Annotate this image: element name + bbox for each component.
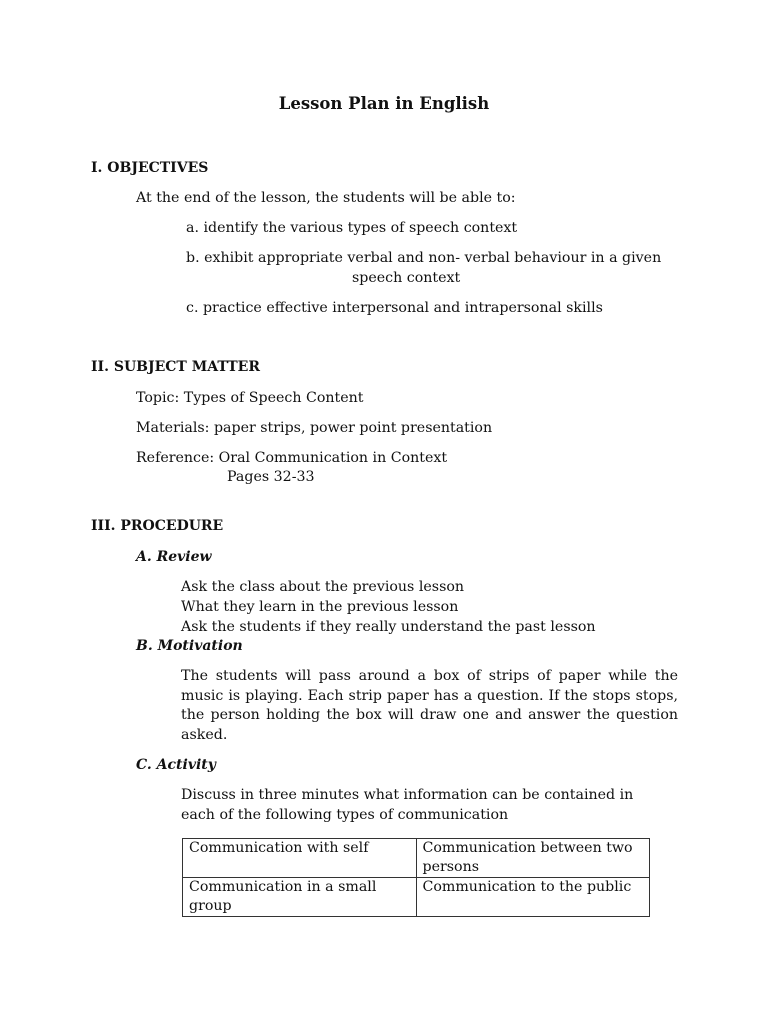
objective-item-a: a. identify the various types of speech context bbox=[186, 220, 518, 236]
review-heading: A. Review bbox=[136, 549, 212, 565]
review-line-1: Ask the class about the previous lesson bbox=[181, 579, 465, 595]
motivation-paragraph: The students will pass around a box of strips of paper while the music is playing. Each strip paper has a question. If the stops stops, the person holding the box will draw one and answer the question asked. bbox=[181, 668, 678, 744]
reference-pages: Pages 32-33 bbox=[227, 469, 315, 485]
review-line-3: Ask the students if they really understand the past lesson bbox=[181, 619, 596, 635]
objective-item-b: b. exhibit appropriate verbal and non- verbal behaviour in a given bbox=[186, 250, 662, 266]
table-cell: Communication between two persons bbox=[416, 839, 650, 878]
procedure-heading: III. PROCEDURE bbox=[91, 518, 224, 534]
activity-heading: C. Activity bbox=[136, 757, 216, 773]
objectives-intro: At the end of the lesson, the students will be able to: bbox=[136, 190, 516, 206]
objective-item-c: c. practice effective interpersonal and intrapersonal skills bbox=[186, 300, 603, 316]
materials-line: Materials: paper strips, power point presentation bbox=[136, 420, 493, 436]
communication-types-table bbox=[182, 838, 650, 917]
motivation-heading: B. Motivation bbox=[136, 638, 243, 654]
objective-item-b-continued: speech context bbox=[352, 270, 461, 286]
topic-line: Topic: Types of Speech Content bbox=[136, 390, 364, 406]
reference-line: Reference: Oral Communication in Context bbox=[136, 450, 448, 466]
activity-paragraph: Discuss in three minutes what information can be contained in each of the following types of communication bbox=[181, 787, 634, 823]
objectives-heading: I. OBJECTIVES bbox=[91, 160, 209, 176]
table-cell: Communication with self bbox=[183, 839, 417, 878]
table-row bbox=[183, 878, 650, 917]
table-row bbox=[183, 839, 650, 878]
document-title: Lesson Plan in English bbox=[278, 94, 490, 113]
table-cell: Communication to the public bbox=[416, 878, 650, 917]
subject-matter-heading: II. SUBJECT MATTER bbox=[91, 359, 260, 375]
review-line-2: What they learn in the previous lesson bbox=[181, 599, 459, 615]
table-cell: Communication in a small group bbox=[183, 878, 417, 917]
